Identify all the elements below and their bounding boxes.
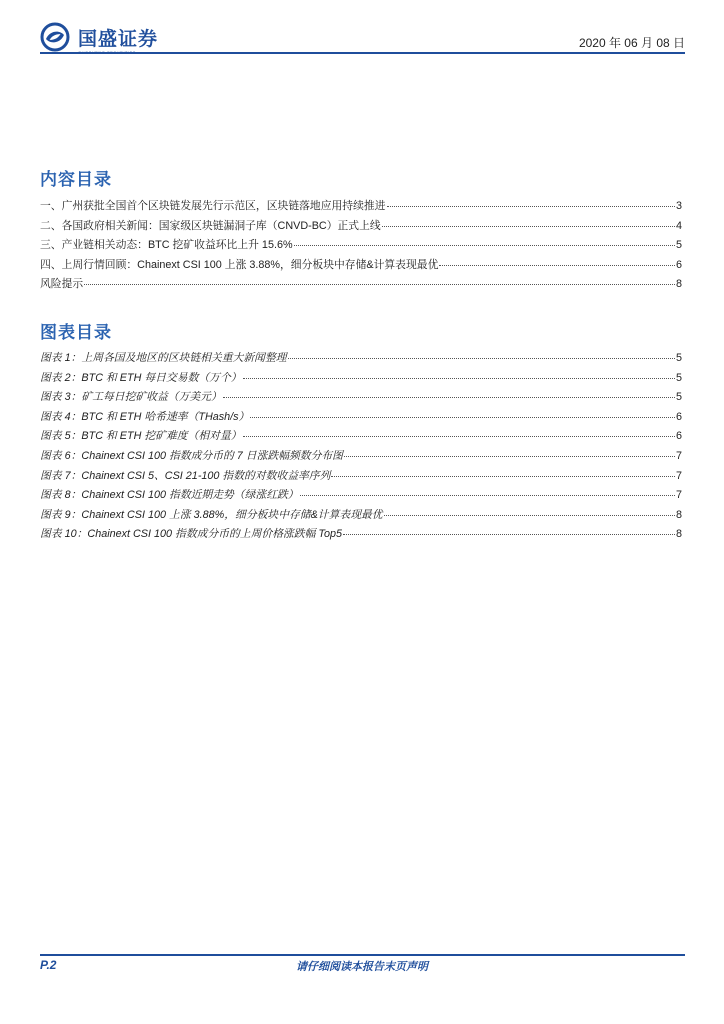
figure-entry-page: 6 bbox=[675, 430, 682, 443]
figure-entry-label: 图表 9：Chainext CSI 100 上涨 3.88%，细分板块中存储&计算表现最优 bbox=[40, 508, 383, 521]
figure-entry-page: 5 bbox=[675, 391, 682, 404]
dot-leader bbox=[343, 534, 675, 535]
figure-entry[interactable] bbox=[40, 370, 682, 390]
company-name: 国盛证券 bbox=[78, 28, 159, 50]
figure-entry-label: 图表 1：上周各国及地区的区块链相关重大新闻整理 bbox=[40, 352, 287, 364]
figure-entry[interactable] bbox=[40, 448, 682, 468]
figure-entry-page: 6 bbox=[675, 410, 682, 423]
figure-entry-label: 图表 3：矿工每日挖矿收益（万美元） bbox=[40, 391, 222, 404]
figure-entry-label: 图表 5：BTC 和 ETH 挖矿难度（相对量） bbox=[40, 430, 242, 443]
toc-entry[interactable] bbox=[40, 257, 682, 277]
dot-leader bbox=[439, 265, 675, 266]
figure-entry-label: 图表 8：Chainext CSI 100 指数近期走势（绿涨红跌） bbox=[40, 489, 299, 502]
figure-entry-page: 8 bbox=[675, 528, 682, 541]
dot-leader bbox=[250, 417, 675, 418]
figures-list bbox=[40, 350, 682, 546]
figure-entry-page: 7 bbox=[675, 469, 682, 482]
footer-disclaimer: 请仔细阅读本报告末页声明 bbox=[296, 961, 428, 973]
figure-entry[interactable] bbox=[40, 350, 682, 370]
dot-leader bbox=[382, 226, 675, 227]
dot-leader bbox=[294, 245, 675, 246]
guosheng-logo-icon bbox=[40, 22, 72, 52]
dot-leader bbox=[243, 436, 675, 437]
figure-entry[interactable] bbox=[40, 487, 682, 507]
dot-leader bbox=[387, 206, 675, 207]
figure-entry-page: 8 bbox=[675, 508, 682, 521]
toc-entry-label: 风险提示 bbox=[40, 278, 84, 291]
toc-entry-page: 6 bbox=[675, 258, 682, 271]
figure-entry[interactable] bbox=[40, 389, 682, 409]
figure-entry[interactable] bbox=[40, 409, 682, 429]
figure-entry-page: 5 bbox=[675, 352, 682, 364]
figure-entry-label: 图表 4：BTC 和 ETH 哈希速率（THash/s） bbox=[40, 410, 250, 423]
figure-entry-page: 5 bbox=[675, 371, 682, 384]
figure-entry[interactable] bbox=[40, 468, 682, 488]
toc-entry-page: 8 bbox=[675, 278, 682, 291]
toc-entry[interactable] bbox=[40, 198, 682, 218]
header-divider bbox=[40, 52, 685, 54]
figure-entry[interactable] bbox=[40, 428, 682, 448]
dot-leader bbox=[300, 495, 675, 496]
toc-entry-label: 二、各国政府相关新闻：国家级区块链漏洞子库（CNVD-BC）正式上线 bbox=[40, 219, 381, 232]
figure-entry-page: 7 bbox=[675, 449, 682, 462]
figures-title: 图表目录 bbox=[40, 323, 112, 342]
toc-entry-label: 四、上周行情回顾：Chainext CSI 100 上涨 3.88%，细分板块中存储&计算表现最优 bbox=[40, 258, 439, 271]
figure-entry-label: 图表 7：Chainext CSI 5、CSI 21-100 指数的对数收益率序列 bbox=[40, 469, 331, 482]
dot-leader bbox=[243, 378, 675, 379]
figure-entry-page: 7 bbox=[675, 489, 682, 502]
dot-leader bbox=[288, 358, 675, 359]
toc-entry-label: 一、广州获批全国首个区块链发展先行示范区，区块链落地应用持续推进 bbox=[40, 200, 386, 212]
toc-list bbox=[40, 198, 682, 296]
toc-entry[interactable] bbox=[40, 218, 682, 238]
toc-title: 内容目录 bbox=[40, 170, 112, 189]
figure-entry-label: 图表 10：Chainext CSI 100 指数成分币的上周价格涨跌幅 Top5 bbox=[40, 528, 342, 541]
dot-leader bbox=[384, 515, 675, 516]
company-logo bbox=[40, 22, 158, 52]
toc-entry-page: 4 bbox=[675, 219, 682, 232]
page-header bbox=[40, 22, 685, 56]
toc-entry-page: 5 bbox=[675, 239, 682, 252]
toc-entry-page: 3 bbox=[675, 200, 682, 212]
figure-entry[interactable] bbox=[40, 507, 682, 527]
toc-entry-label: 三、产业链相关动态：BTC 挖矿收益环比上升 15.6% bbox=[40, 239, 293, 252]
figure-entry-label: 图表 2：BTC 和 ETH 每日交易数（万个） bbox=[40, 371, 242, 384]
figure-entry[interactable] bbox=[40, 526, 682, 546]
figure-entry-label: 图表 6：Chainext CSI 100 指数成分币的 7 日涨跌幅频数分布图 bbox=[40, 449, 343, 462]
report-date: 2020 年 06 月 08 日 bbox=[578, 36, 685, 50]
dot-leader bbox=[331, 476, 675, 477]
dot-leader bbox=[223, 397, 675, 398]
toc-entry[interactable] bbox=[40, 237, 682, 257]
dot-leader bbox=[84, 284, 675, 285]
footer-divider bbox=[40, 954, 685, 956]
page-number: P.2 bbox=[40, 958, 57, 972]
dot-leader bbox=[344, 456, 675, 457]
toc-entry[interactable] bbox=[40, 276, 682, 296]
